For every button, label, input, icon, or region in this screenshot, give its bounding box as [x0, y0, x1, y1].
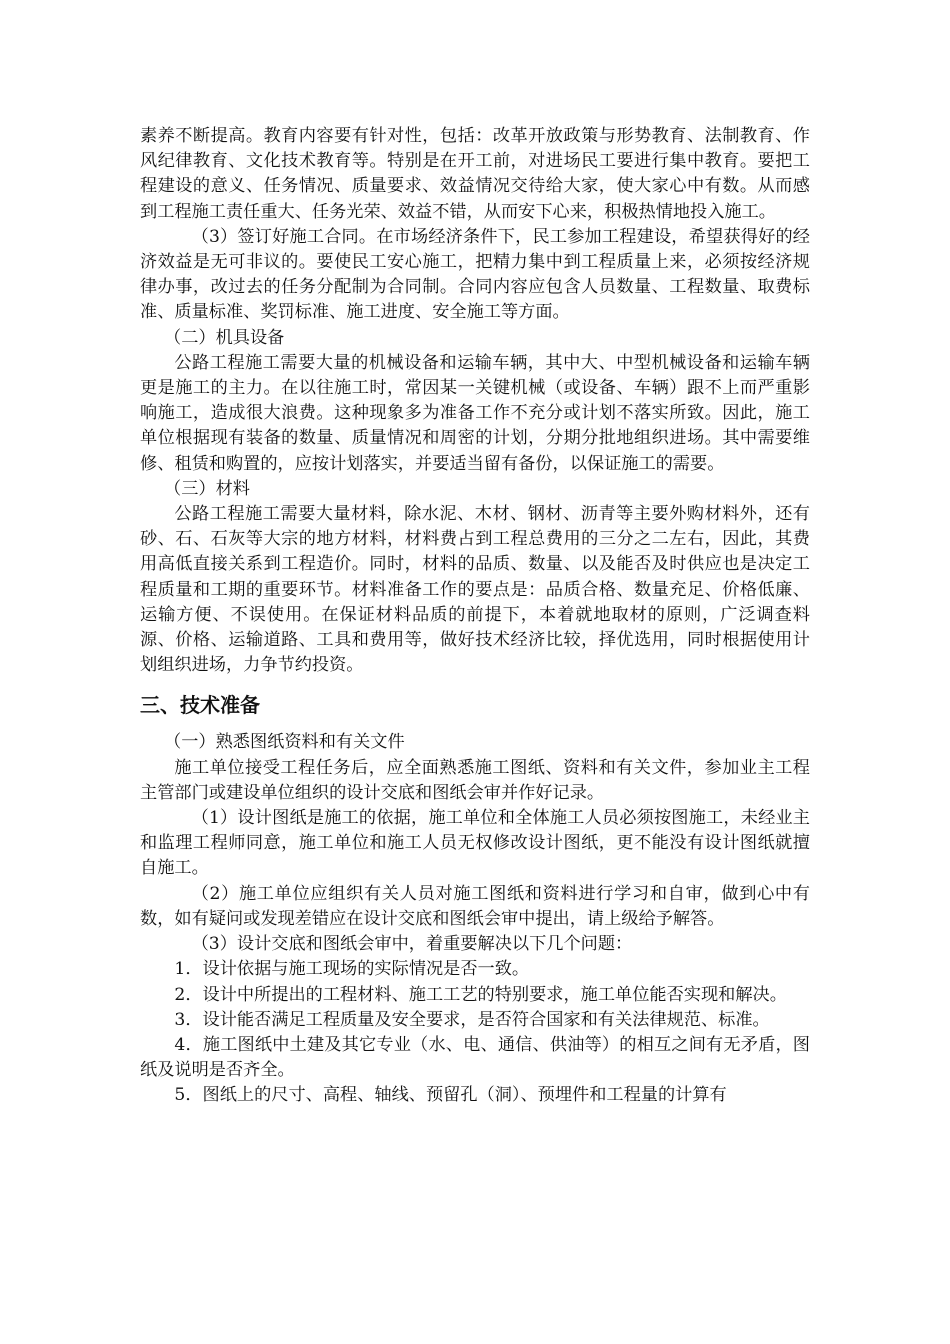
- paragraph-equipment: 公路工程施工需要大量的机械设备和运输车辆，其中大、中型机械设备和运输车辆更是施工的主力。在以往施工时，常因某一关键机械（或设备、车辆）跟不上而严重影响施工，造成很大浪费。这种现象多为准备工作不充分或计划不落实所致。因此，施工单位根据现有装备的数量、质量情况和周密的计划，分期分批地组织进场。其中需要维修、租赁和购置的，应按计划落实，并要适当留有备份，以保证施工的需要。: [140, 352, 810, 474]
- paragraph-drawings-intro: 施工单位接受工程任务后，应全面熟悉施工图纸、资料和有关文件，参加业主工程主管部门或建设单位组织的设计交底和图纸会审并作好记录。: [140, 757, 810, 803]
- list-item-3: 3．设计能否满足工程质量及安全要求，是否符合国家和有关法律规范、标准。: [174, 1009, 770, 1030]
- document-body: [140, 124, 810, 1109]
- subheading-drawings: （一）熟悉图纸资料和有关文件: [164, 732, 405, 753]
- list-item-4: 4．施工图纸中土建及其它专业（水、电、通信、供油等）的相互之间有无矛盾，图纸及说明是否齐全。: [140, 1034, 810, 1081]
- paragraph-education-content: 素养不断提高。教育内容要有针对性，包括：改革开放政策与形势教育、法制教育、作风纪律教育、文化技术教育等。特别是在开工前，对进场民工要进行集中教育。要把工程建设的意义、任务情况、质量要求、效益情况交待给大家，使大家心中有数。从而感到工程施工责任重大、任务光荣、效益不错，从而安下心来，积极热情地投入施工。: [140, 126, 810, 222]
- subheading-materials: （三）材料: [164, 478, 250, 499]
- list-item-2: 2．设计中所提出的工程材料、施工工艺的特别要求，施工单位能否实现和解决。: [174, 984, 787, 1005]
- paragraph-key-issues: （3）设计交底和图纸会审中，着重要解决以下几个问题：: [191, 934, 633, 955]
- paragraph-materials: 公路工程施工需要大量材料，除水泥、木材、钢材、沥青等主要外购材料外，还有砂、石、石灰等大宗的地方材料，材料费占到工程总费用的三分之二左右，因此，其费用高低直接关系到工程造价。同时，材料的品质、数量、以及能否及时供应也是决定工程质量和工期的重要环节。材料准备工作的要点是：品质合格、数量充足、价格低廉、运输方便、不误使用。在保证材料品质的前提下，本着就地取材的原则，广泛调查料源、价格、运输道路、工具和费用等，做好技术经济比较，择优选用，同时根据使用计划组织进场，力争节约投资。: [140, 504, 810, 676]
- list-item-5: 5．图纸上的尺寸、高程、轴线、预留孔（洞）、预埋件和工程量的计算有: [174, 1085, 727, 1106]
- paragraph-design-drawings: （1）设计图纸是施工的依据，施工单位和全体施工人员必须按图施工，未经业主和监理工程师同意，施工单位和施工人员无权修改设计图纸，更不能没有设计图纸就擅自施工。: [140, 808, 810, 879]
- list-item-1: 1．设计依据与施工现场的实际情况是否一致。: [174, 959, 530, 980]
- paragraph-sign-contract: （3）签订好施工合同。在市场经济条件下，民工参加工程建设，希望获得好的经济效益是无可非议的。要使民工安心施工，把精力集中到工程质量上来，必须按经济规律办事，改过去的任务分配制为合同制。合同内容应包含人员数量、工程数量、取费标准、质量标准、奖罚标准、施工进度、安全施工等方面。: [140, 226, 810, 323]
- subheading-equipment: （二）机具设备: [164, 327, 285, 348]
- section-heading-technical-preparation: 三、技术准备: [140, 693, 260, 718]
- paragraph-self-review: （2）施工单位应组织有关人员对施工图纸和资料进行学习和自审，做到心中有数，如有疑问或发现差错应在设计交底和图纸会审中提出，请上级给予解答。: [140, 883, 810, 929]
